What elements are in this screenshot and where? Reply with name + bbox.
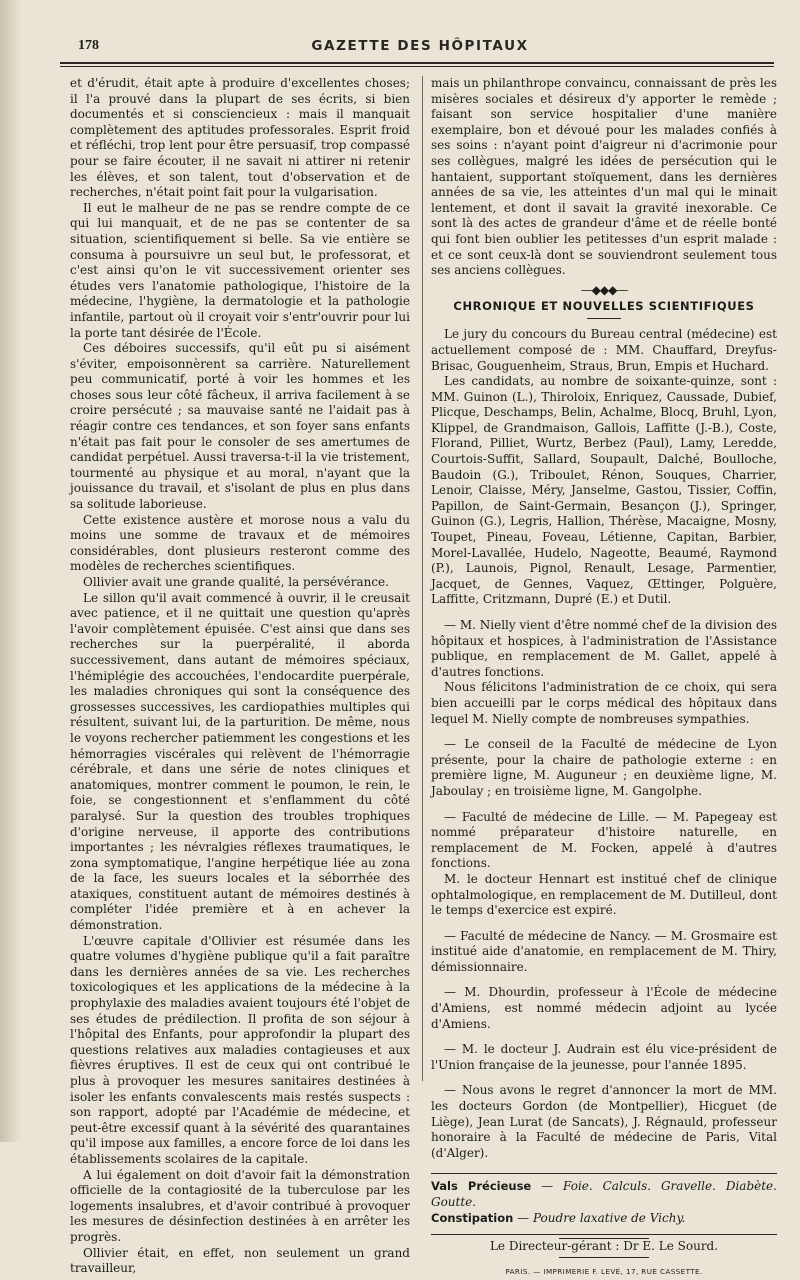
news-item: M. le docteur Hennart est institué chef de clinique ophtalmologique, en remplacement de M. Dutilleul, dont le temps d'exercice est expiré. (431, 871, 777, 918)
ad-line (431, 1210, 777, 1226)
paragraph: Cette existence austère et morose nous a valu du moins une somme de travaux et de mémoires considérables, dont plusieurs resteront comme des modèles de recherches scientifiques. (70, 512, 410, 574)
news-item: Les candidats, au nombre de soixante-quinze, sont : MM. Guinon (L.), Thiroloix, Enriquez, Caussade, Dubief, Plicque, Deschamps, Belin, Achalme, Blocq, Bruhl, Lyon, Klippel, de Grandmaison, Gallois, Laffitte (J.-B.), Coste, Florand, Pilliet, Wurtz, Berbez (Paul), Lamy, Leredde, Courtois-Suffit, Sallard, Soupault, Dalché, Boulloche, Baudoin (G.), Triboulet, Rénon, Souques, Charrier, Lenoir, Claisse, Méry, Janselme, Gastou, Tissier, Coffin, Papillon, de Saint-Germain, Besançon (J.), Springer, Guinon (G.), Legris, Hallion, Thérèse, Macaigne, Mosny, Toupet, Pineau, Foveau, Létienne, Capitan, Barbier, Morel-Lavallée, Hudelo, Nageotte, Beaumé, Raymond (P.), Launois, Pignol, Renault, Lesage, Parmentier, Jacquet, de Gennes, Vaquez, Œttinger, Polguère, Laffitte, Critzmann, Dupré (E.) et Dutil. (431, 374, 777, 607)
director-signature: Le Directeur-gérant : Dr E. Le Sourd. (489, 1239, 719, 1254)
column-divider (422, 76, 423, 1081)
ad-text: — Foie. Calculs. Gravelle. Diabète. Goutte. (431, 1179, 777, 1210)
paragraph: Le sillon qu'il avait commencé à ouvrir, il le creusait avec patience, et il ne quittait une question qu'après l'avoir complètement épuisée. C'est ainsi que dans ses recherches sur la puerpéralité, il aborda successivement, dans autant de mémoires spéciaux, l'hémiplégie des accouchées, l'endocardite puerpérale, les maladies chroniques qui sont la conséquence des grossesses successives, les cardiopathies multiples qui résultent, suivant lui, de la parturition. De même, nous le voyons rechercher patiemment les congestions et les hémorragies viscérales qui relèvent de l'hémorragie cérébrale, et dans une série de notes cliniques et anatomiques, montrer comment le poumon, le rein, le foie, se congestionnent et s'enflamment du côté paralysé. Sur la question des troubles trophiques d'origine nerveuse, il apporte des contributions importantes ; les névralgies réflexes traumatiques, le zona symptomatique, l'angine herpétique liée au zona de la face, les sueurs locales et la séborrhée des ataxiques, constituent autant de mémoires destinés à compléter l'idée première et à en achever la démonstration. (70, 590, 410, 933)
ad-rule (431, 1173, 777, 1174)
ad-brand: Vals Précieuse (431, 1179, 532, 1194)
news-item: — M. le docteur J. Audrain est élu vice-président de l'Union française de la jeunesse, pour l'année 1895. (431, 1042, 777, 1072)
news-item: — M. Nielly vient d'être nommé chef de la division des hôpitaux et hospices, à l'administration de l'Assistance publique, en remplacement de M. Gallet, appelé à d'autres fonctions. (431, 618, 777, 679)
paragraph: mais un philanthrope convaincu, connaissant de près les misères sociales et désireux d'y apporter le remède ; faisant son service hospitalier d'une manière exemplaire, bon et dévoué pour les malades confiés à ses soins : n'ayant point d'aigreur ni d'acrimonie pour ses collègues, malgré les idées de persécution qui le hantaient, supportant stoïquement, dans les dernières années de sa vie, les atteintes d'un mal qui le minait lentement, et dont il savait la gravité inexorable. Ce sont là des actes de grandeur d'âme et de réelle bonté qui font bien oublier les petitesses d'un esprit malade : et ce sont ceux-là dont se souviendront seulement tous ses anciens collègues. (431, 76, 777, 278)
section-rule (587, 318, 621, 319)
page-number: 178 (78, 38, 99, 53)
paragraph: Ollivier avait une grande qualité, la persévérance. (83, 575, 389, 589)
header-rule (60, 62, 774, 67)
left-column (70, 76, 410, 1277)
news-item: — M. Dhourdin, professeur à l'École de médecine d'Amiens, est nommé médecin adjoint au lycée d'Amiens. (431, 985, 777, 1031)
journal-title: GAZETTE DES HÔPITAUX (311, 38, 529, 54)
news-item: Le jury du concours du Bureau central (médecine) est actuellement composé de : MM. Chauffard, Dreyfus-Brisac, Gouguenheim, Straus, Brun, Empis et Huchard. (431, 327, 777, 373)
paragraph: Ces déboires successifs, qu'il eût pu si aisément s'éviter, empoisonnèrent sa carrière. Naturellement peu communicatif, porté à voir les hommes et les choses sous leur côté fâcheux, il arriva facilement à se croire persécuté ; sa mauvaise santé ne l'aidait pas à réagir contre ces tendances, et son foyer sans enfants n'était pas fait pour le consoler de ses amertumes de candidat perpétuel. Aussi traversa-t-il la vie tristement, tourmenté au physique et au moral, n'ayant que la jouissance du travail, et s'isolant de plus en plus dans sa solitude laborieuse. (70, 341, 410, 512)
news-item: — Faculté de médecine de Nancy. — M. Grosmaire est institué aide d'anatomie, en remplacement de M. Thiry, démissionnaire. (431, 928, 777, 974)
right-column (431, 76, 777, 1280)
ornament-divider: —◆◆◆— (580, 282, 628, 297)
footer-rule (431, 1234, 777, 1235)
news-item: Nous félicitons l'administration de ce choix, qui sera bien accueilli par le corps médical des hôpitaux dans lequel M. Nielly compte de nombreuses sympathies. (431, 680, 777, 726)
short-rule (559, 1257, 649, 1258)
paragraph: et d'érudit, était apte à produire d'excellentes choses; il l'a prouvé dans la plupart de ses écrits, si bien documentés et si consciencieux : mais il manquait complètement des aptitudes professorales. Esprit froid et réfléchi, trop lent pour être persuasif, trop compassé pour se faire écouter, il ne savait ni attirer ni retenir les élèves, et son talent, tout d'observation et de recherches, n'était point fait pour la vulgarisation. (70, 76, 410, 200)
advertisement (431, 1178, 777, 1226)
paragraph: Il eut le malheur de ne pas se rendre compte de ce qui lui manquait, et de ne pas se contenter de sa situation, scientifiquement si belle. Sa vie entière se consuma à poursuivre un seul but, le professorat, et c'est ainsi qu'on le vit successivement orienter ses études vers l'anatomie pathologique, l'histoire de la médecine, l'hygiène, la dermatologie et la pathologie infantile, partout où il croyait voir s'entr'ouvrir pour lui la porte tant désirée de l'École. (70, 200, 410, 340)
printer-imprint: PARIS. — IMPRIMERIE F. LEVÉ, 17, RUE CASSETTE. (505, 1267, 703, 1276)
ad-text: — Poudre laxative de Vichy. (513, 1211, 686, 1226)
news-item: — Faculté de médecine de Lille. — M. Papegeay est nommé préparateur d'histoire naturelle, en remplacement de M. Focken, appelé à d'autres fonctions. (431, 809, 777, 871)
news-item: — Le conseil de la Faculté de médecine de Lyon présente, pour la chaire de pathologie externe : en première ligne, M. Auguneur ; en deuxième ligne, M. Jaboulay ; en troisième ligne, M. Gangolphe. (431, 737, 777, 798)
news-item: — Nous avons le regret d'annoncer la mort de MM. les docteurs Gordon (de Montpellier), Hicguet (de Liège), Jean Lurat (de Sancats), J. Régnauld, professeur honoraire à la Faculté de médecine de Paris, Vital (d'Alger). (431, 1083, 777, 1160)
paragraph: A lui également on doit d'avoir fait la démonstration officielle de la contagiosité de la tuberculose par les logements insalubres, et d'avoir contribué à provoquer les mesures de désinfection destinées à en arrêter les progrès. (70, 1167, 410, 1244)
ad-line (431, 1178, 777, 1210)
ad-brand: Constipation (431, 1211, 514, 1226)
section-title: CHRONIQUE ET NOUVELLES SCIENTIFIQUES (453, 298, 755, 313)
paragraph: L'œuvre capitale d'Ollivier est résumée dans les quatre volumes d'hygiène publique qu'il a fait paraître dans les dernières années de sa vie. Les recherches toxicologiques et les applications de la médecine à la prophylaxie des maladies avaient toujours été l'objet de ses études de prédilection. Il profita de son séjour à l'hôpital des Enfants, pour approfondir la plupart des questions relatives aux maladies contagieuses et aux fièvres éruptives. Il est de ceux qui ont contribué le plus à provoquer les mesures sanitaires destinées à isoler les enfants convalescents mais restés suspects : son rapport, adopté par l'Académie de médecine, et peut-être excessif quant à la sévérité des quarantaines qu'il impose aux familles, a encore force de loi dans les établissements scolaires de la capitale. (70, 933, 410, 1166)
paragraph: Ollivier était, en effet, non seulement un grand travailleur, (70, 1245, 410, 1276)
page-header (78, 38, 762, 64)
